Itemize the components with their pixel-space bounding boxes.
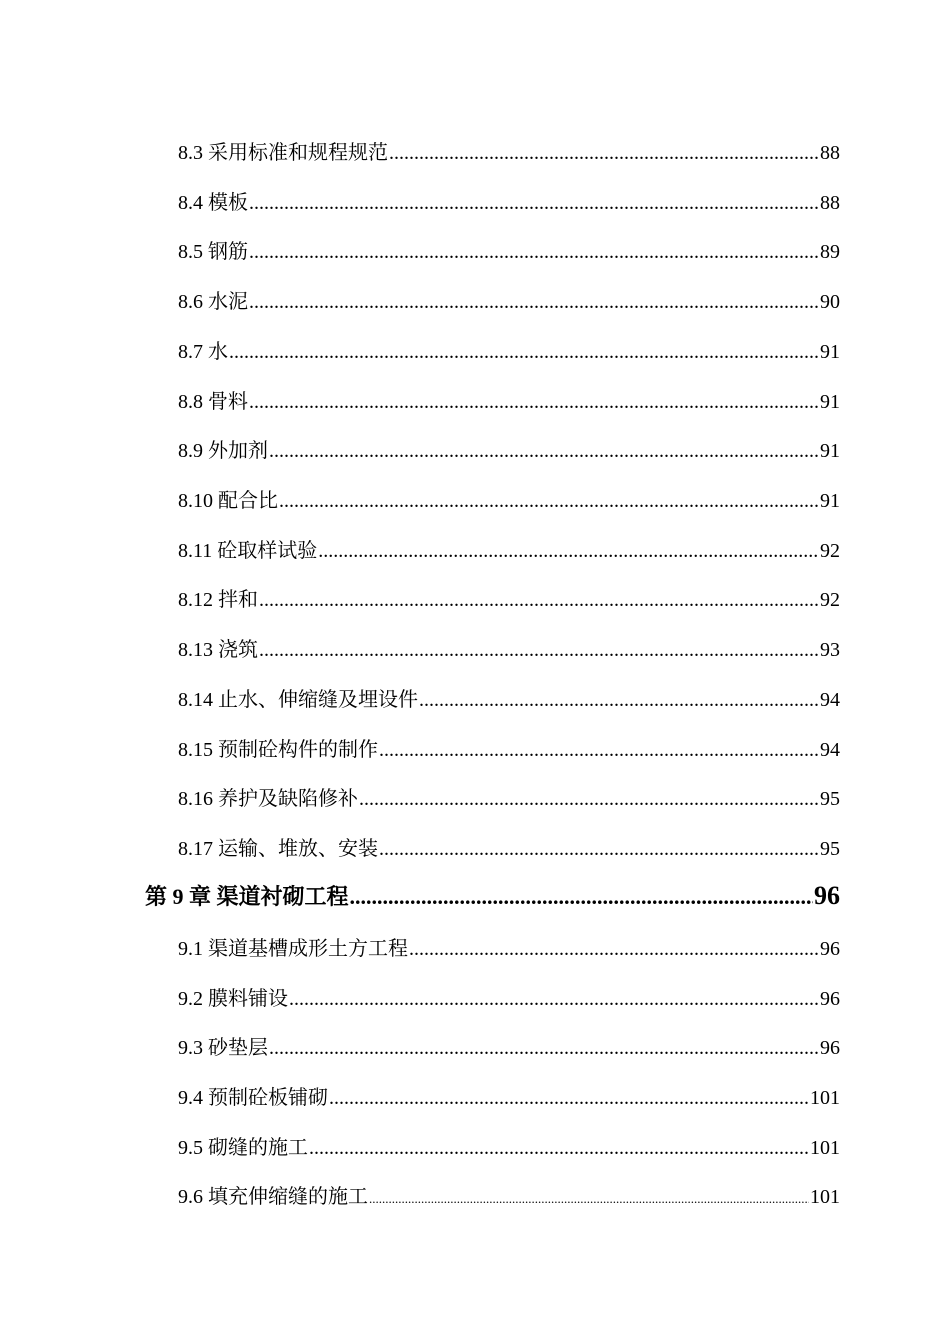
toc-page-number: 91 <box>820 440 840 462</box>
toc-entry-title: 8.16 养护及缺陷修补 <box>178 788 358 810</box>
toc-page-number: 91 <box>820 490 840 512</box>
toc-chapter-title: 第 9 章 渠道衬砌工程 <box>145 884 349 909</box>
toc-page-number: 88 <box>820 142 840 164</box>
toc-entry-title: 8.10 配合比 <box>178 490 278 512</box>
toc-entry[interactable] <box>178 782 840 814</box>
toc-entry[interactable] <box>178 1081 840 1113</box>
toc-entry-title: 8.14 止水、伸缩缝及埋设件 <box>178 689 418 711</box>
dot-leader <box>289 988 819 1011</box>
toc-page-number: 94 <box>820 739 840 761</box>
toc-entry[interactable] <box>178 733 840 765</box>
toc-entry-title: 8.5 钢筋 <box>178 241 248 263</box>
toc-entry-title: 8.17 运输、堆放、安装 <box>178 838 378 860</box>
toc-entry[interactable] <box>178 1131 840 1163</box>
toc-page-number: 96 <box>820 938 840 960</box>
dot-leader <box>259 589 819 612</box>
toc-page-number: 93 <box>820 639 840 661</box>
toc-entry-title: 9.6 填充伸缩缝的施工 <box>178 1186 368 1208</box>
toc-entry-title: 8.6 水泥 <box>178 291 248 313</box>
toc-page-number: 91 <box>820 341 840 363</box>
toc-entry-title: 8.4 模板 <box>178 192 248 214</box>
dot-leader <box>249 241 819 264</box>
toc-entry[interactable] <box>178 982 840 1014</box>
dot-leader <box>229 341 819 364</box>
toc-entry-title: 9.2 膜料铺设 <box>178 988 288 1010</box>
toc-entry[interactable] <box>178 385 840 417</box>
dot-leader <box>309 1137 809 1160</box>
toc-page-number: 96 <box>820 1037 840 1059</box>
toc-entry-title: 9.1 渠道基槽成形土方工程 <box>178 938 408 960</box>
toc-entry[interactable] <box>178 683 840 715</box>
toc-page-number: 92 <box>820 540 840 562</box>
toc-entry[interactable] <box>178 832 840 864</box>
toc-entry-title: 9.4 预制砼板铺砌 <box>178 1087 328 1109</box>
toc-entry-title: 9.3 砂垫层 <box>178 1037 268 1059</box>
toc-page-number: 101 <box>810 1186 840 1208</box>
toc-page-number: 101 <box>810 1137 840 1159</box>
toc-entry[interactable] <box>178 434 840 466</box>
toc-page-number: 89 <box>820 241 840 263</box>
toc-entry[interactable] <box>178 136 840 168</box>
dot-leader <box>269 440 819 463</box>
toc-page-number: 96 <box>820 988 840 1010</box>
toc-page-number: 95 <box>820 838 840 860</box>
toc-entry-title: 8.13 浇筑 <box>178 639 258 661</box>
toc-entry[interactable] <box>178 1180 840 1212</box>
dot-leader <box>249 391 819 414</box>
toc-entry-title: 8.15 预制砼构件的制作 <box>178 739 378 761</box>
dot-leader <box>389 142 819 165</box>
dot-leader <box>329 1087 809 1110</box>
toc-page-number: 101 <box>810 1087 840 1109</box>
toc-entry[interactable] <box>178 285 840 317</box>
dot-leader <box>249 192 819 215</box>
toc-entry[interactable] <box>178 235 840 267</box>
toc-entry-title: 8.11 砼取样试验 <box>178 540 318 562</box>
dot-leader <box>318 540 819 563</box>
toc-entry[interactable] <box>178 484 840 516</box>
toc-entry[interactable] <box>178 186 840 218</box>
toc-page-number: 92 <box>820 589 840 611</box>
dot-leader <box>379 838 819 861</box>
toc-entry-title: 8.8 骨料 <box>178 391 248 413</box>
dot-leader <box>249 291 819 314</box>
toc-entry[interactable] <box>178 932 840 964</box>
dot-leader <box>409 938 819 961</box>
toc-entry-title: 9.5 砌缝的施工 <box>178 1137 308 1159</box>
toc-entry[interactable] <box>178 1031 840 1063</box>
toc-page-number: 88 <box>820 192 840 214</box>
toc-page-number: 90 <box>820 291 840 313</box>
toc-entry[interactable] <box>178 534 840 566</box>
toc-page-number: 94 <box>820 689 840 711</box>
toc-page-number: 95 <box>820 788 840 810</box>
toc-entry[interactable] <box>178 633 840 665</box>
dot-leader <box>369 1186 809 1209</box>
dot-leader <box>350 884 813 910</box>
toc-entry[interactable] <box>178 335 840 367</box>
dot-leader <box>259 639 819 662</box>
toc-entry-title: 8.9 外加剂 <box>178 440 268 462</box>
toc-entry-title: 8.3 采用标准和规程规范 <box>178 142 388 164</box>
dot-leader <box>359 788 819 811</box>
toc-entry-title: 8.7 水 <box>178 341 228 363</box>
dot-leader <box>379 739 819 762</box>
toc-entry-title: 8.12 拌和 <box>178 589 258 611</box>
toc-chapter-entry[interactable] <box>145 880 840 912</box>
dot-leader <box>419 689 819 712</box>
dot-leader <box>279 490 819 513</box>
dot-leader <box>269 1037 819 1060</box>
toc-page-number: 96 <box>814 881 840 910</box>
toc-page-number: 91 <box>820 391 840 413</box>
toc-entry[interactable] <box>178 583 840 615</box>
